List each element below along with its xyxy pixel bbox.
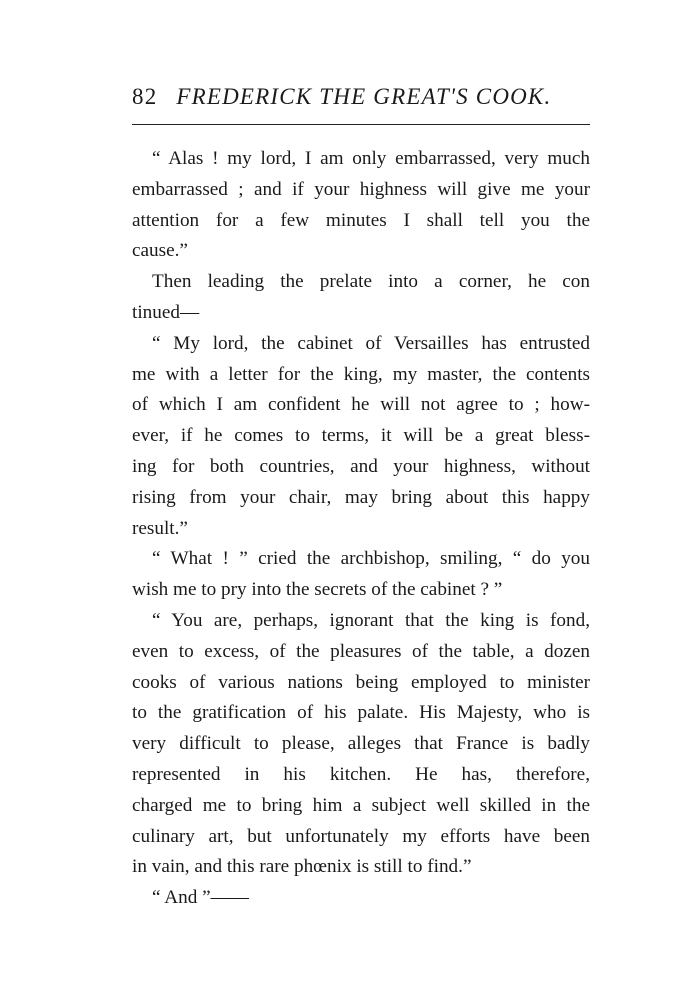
text-line: “ My lord, the cabinet of Versailles has entrusted xyxy=(152,332,590,354)
text-line: me with a letter for the king, my master, the contents xyxy=(132,363,590,385)
text-line: of which I am confident he will not agree to ; how- xyxy=(132,394,590,416)
text-line: even to excess, of the pleasures of the table, a dozen xyxy=(132,640,590,662)
text-line: culinary art, but unfortunately my efforts have been xyxy=(132,825,590,847)
text-line: embarrassed ; and if your highness will give me your xyxy=(132,178,590,200)
body-text xyxy=(132,144,590,914)
text-line: cause.” xyxy=(132,240,188,262)
header-rule xyxy=(132,124,590,125)
text-line: represented in his kitchen. He has, therefore, xyxy=(132,763,590,785)
text-line: “ And ”—— xyxy=(152,887,249,909)
text-line: ing for both countries, and your highness, without xyxy=(132,455,590,477)
text-line: to the gratification of his palate. His Majesty, who is xyxy=(132,702,590,724)
text-line: “ What ! ” cried the archbishop, smiling, “ do you xyxy=(152,548,590,570)
text-line: cooks of various nations being employed to minister xyxy=(132,671,590,693)
running-header xyxy=(132,84,592,110)
text-line: very difficult to please, alleges that France is badly xyxy=(132,733,590,755)
text-line: attention for a few minutes I shall tell you the xyxy=(132,209,590,231)
text-line: “ Alas ! my lord, I am only embarrassed, very much xyxy=(152,148,590,169)
running-title: FREDERICK THE GREAT'S COOK. xyxy=(176,84,552,109)
text-line: charged me to bring him a subject well skilled in the xyxy=(132,794,590,816)
text-line: tinued— xyxy=(132,301,200,323)
text-line: in vain, and this rare phœnix is still to find.” xyxy=(132,856,472,878)
text-line: “ You are, perhaps, ignorant that the king is fond, xyxy=(152,609,590,631)
text-line: ever, if he comes to terms, it will be a great bless- xyxy=(132,425,590,447)
text-line: result.” xyxy=(132,517,188,539)
text-line: Then leading the prelate into a corner, he con xyxy=(152,271,590,293)
text-line: wish me to pry into the secrets of the cabinet ? ” xyxy=(132,579,503,601)
text-line: rising from your chair, may bring about this happy xyxy=(132,486,590,508)
page-number: 82 xyxy=(132,84,158,109)
